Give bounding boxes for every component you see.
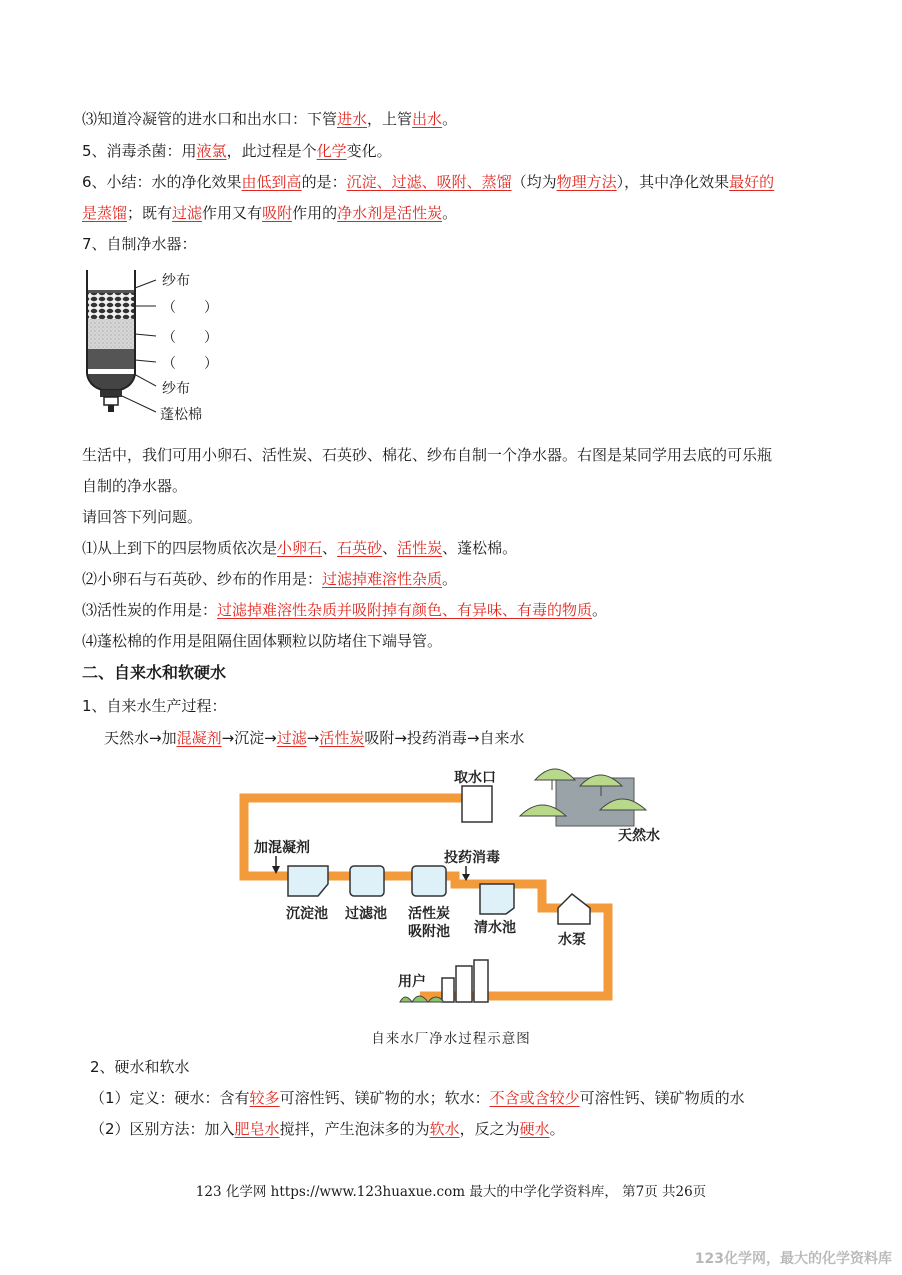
label-gauze-top: 纱布: [162, 273, 190, 289]
sedimentation-tank: [288, 866, 328, 896]
label-carbon-1: 活性炭: [408, 906, 450, 922]
question-3: ⑶活性炭的作用是：过滤掉难溶性杂质并吸附掉有颜色、有异味、有毒的物质。: [82, 601, 608, 619]
answer: 石英砂: [337, 539, 383, 557]
answer: 过滤: [276, 729, 307, 747]
label-carbon-2: 吸附池: [408, 924, 450, 940]
gauze-top: [88, 290, 134, 293]
line-summary-cont: 是蒸馏；既有过滤作用又有吸附作用的净水剂是活性炭。: [82, 204, 458, 222]
distinguish-line: （2）区别方法：加入肥皂水搅拌，产生泡沫多的为软水，反之为硬水。: [90, 1120, 565, 1138]
line-summary: 6、小结：水的净化效果由低到高的是：沉淀、过滤、吸附、蒸馏（均为物理方法），其中净化效果最好的: [82, 173, 775, 191]
label-disinfect: 投药消毒: [444, 850, 500, 866]
answer: 活性炭: [319, 729, 365, 747]
answer: 吸附: [262, 204, 293, 222]
pebble-layer: [88, 293, 134, 319]
paragraph-line-2: 自制的净水器。: [82, 477, 188, 495]
label-blank-3: （ ）: [162, 356, 218, 372]
question-4: ⑷蓬松棉的作用是阻隔住固体颗粒以防堵住下端导管。: [82, 632, 443, 650]
question-1: ⑴从上到下的四层物质依次是小卵石、石英砂、活性炭、蓬松棉。: [82, 539, 518, 557]
answer: 过滤掉难溶性杂质并吸附掉有颜色、有异味、有毒的物质: [217, 601, 593, 619]
answer: 由低到高: [241, 173, 302, 191]
answer: 活性炭: [397, 539, 443, 557]
label-coagulant: 加混凝剂: [254, 840, 310, 856]
filter-tank: [350, 866, 384, 896]
pump-house: [558, 894, 590, 924]
answer: 净水剂是活性炭: [337, 204, 443, 222]
label-clear-tank: 清水池: [474, 920, 516, 936]
sand-layer: [88, 319, 134, 349]
carbon-tank: [412, 866, 446, 896]
label-intake: 取水口: [454, 770, 496, 786]
answer: 小卵石: [277, 539, 323, 557]
answer: 液氯: [196, 142, 227, 160]
answer: 化学: [316, 142, 347, 160]
label-gauze-bottom: 纱布: [162, 381, 190, 397]
subsection-hard-soft: 2、硬水和软水: [90, 1058, 190, 1076]
answer: 混凝剂: [176, 729, 222, 747]
answer: 是蒸馏: [82, 204, 128, 222]
label-cotton: 蓬松棉: [160, 407, 202, 423]
intake-box: [462, 786, 492, 822]
process-flow: 天然水→加混凝剂→沉淀→过滤→活性炭吸附→投药消毒→自来水: [104, 729, 525, 747]
paragraph-line-1: 生活中，我们可用小卵石、活性炭、石英砂、棉花、纱布自制一个净水器。右图是某同学用去底的可乐瓶: [82, 446, 773, 464]
label-blank-1: （ ）: [162, 300, 218, 316]
carbon-layer: [88, 349, 134, 369]
answer: 物理方法: [556, 173, 617, 191]
line-condenser: ⑶知道冷凝管的进水口和出水口：下管进水，上管出水。: [82, 110, 458, 128]
answer: 过滤: [172, 204, 203, 222]
subsection-process: 1、自来水生产过程：: [82, 697, 227, 715]
answer: 进水: [337, 110, 368, 128]
line-homemade-filter: 7、自制净水器：: [82, 235, 197, 253]
diagram-caption: 自来水厂净水过程示意图: [371, 1031, 531, 1047]
answer: 硬水: [519, 1120, 550, 1138]
answer: 不含或含较少: [489, 1089, 580, 1107]
page-footer: 123 化学网 https://www.123huaxue.com 最大的中学化学资料库， 第7页 共26页: [195, 1184, 707, 1200]
answer: 过滤掉难溶性杂质: [322, 570, 443, 588]
answer: 沉淀、过滤、吸附、蒸馏: [346, 173, 512, 191]
label-pump: 水泵: [558, 932, 586, 948]
label-user: 用户: [398, 974, 426, 990]
label-blank-2: （ ）: [162, 330, 218, 346]
watermark: 123化学网，最大的化学资料库: [694, 1251, 892, 1267]
answer: 软水: [429, 1120, 460, 1138]
label-filter: 过滤池: [345, 906, 387, 922]
answer: 出水: [412, 110, 443, 128]
line-disinfection: 5、消毒杀菌：用液氯，此过程是个化学变化。: [82, 142, 392, 160]
natural-water-scene: [520, 769, 646, 826]
clear-water-tank: [480, 884, 514, 914]
answer: 肥皂水: [234, 1120, 280, 1138]
label-sedimentation: 沉淀池: [286, 906, 328, 922]
question-2: ⑵小卵石与石英砂、纱布的作用是：过滤掉难溶性杂质。: [82, 570, 458, 588]
definition-line: （1）定义：硬水：含有较多可溶性钙、镁矿物的水；软水：不含或含较少可溶性钙、镁矿物质的水: [90, 1089, 745, 1107]
label-natural-water: 天然水: [618, 828, 660, 844]
section-heading: 二、自来水和软硬水: [82, 663, 227, 682]
homemade-filter-diagram: [82, 266, 162, 426]
paragraph-line-3: 请回答下列问题。: [82, 508, 203, 526]
answer: 较多: [249, 1089, 280, 1107]
water-plant-diagram: [230, 760, 690, 1020]
answer: 最好的: [729, 173, 775, 191]
